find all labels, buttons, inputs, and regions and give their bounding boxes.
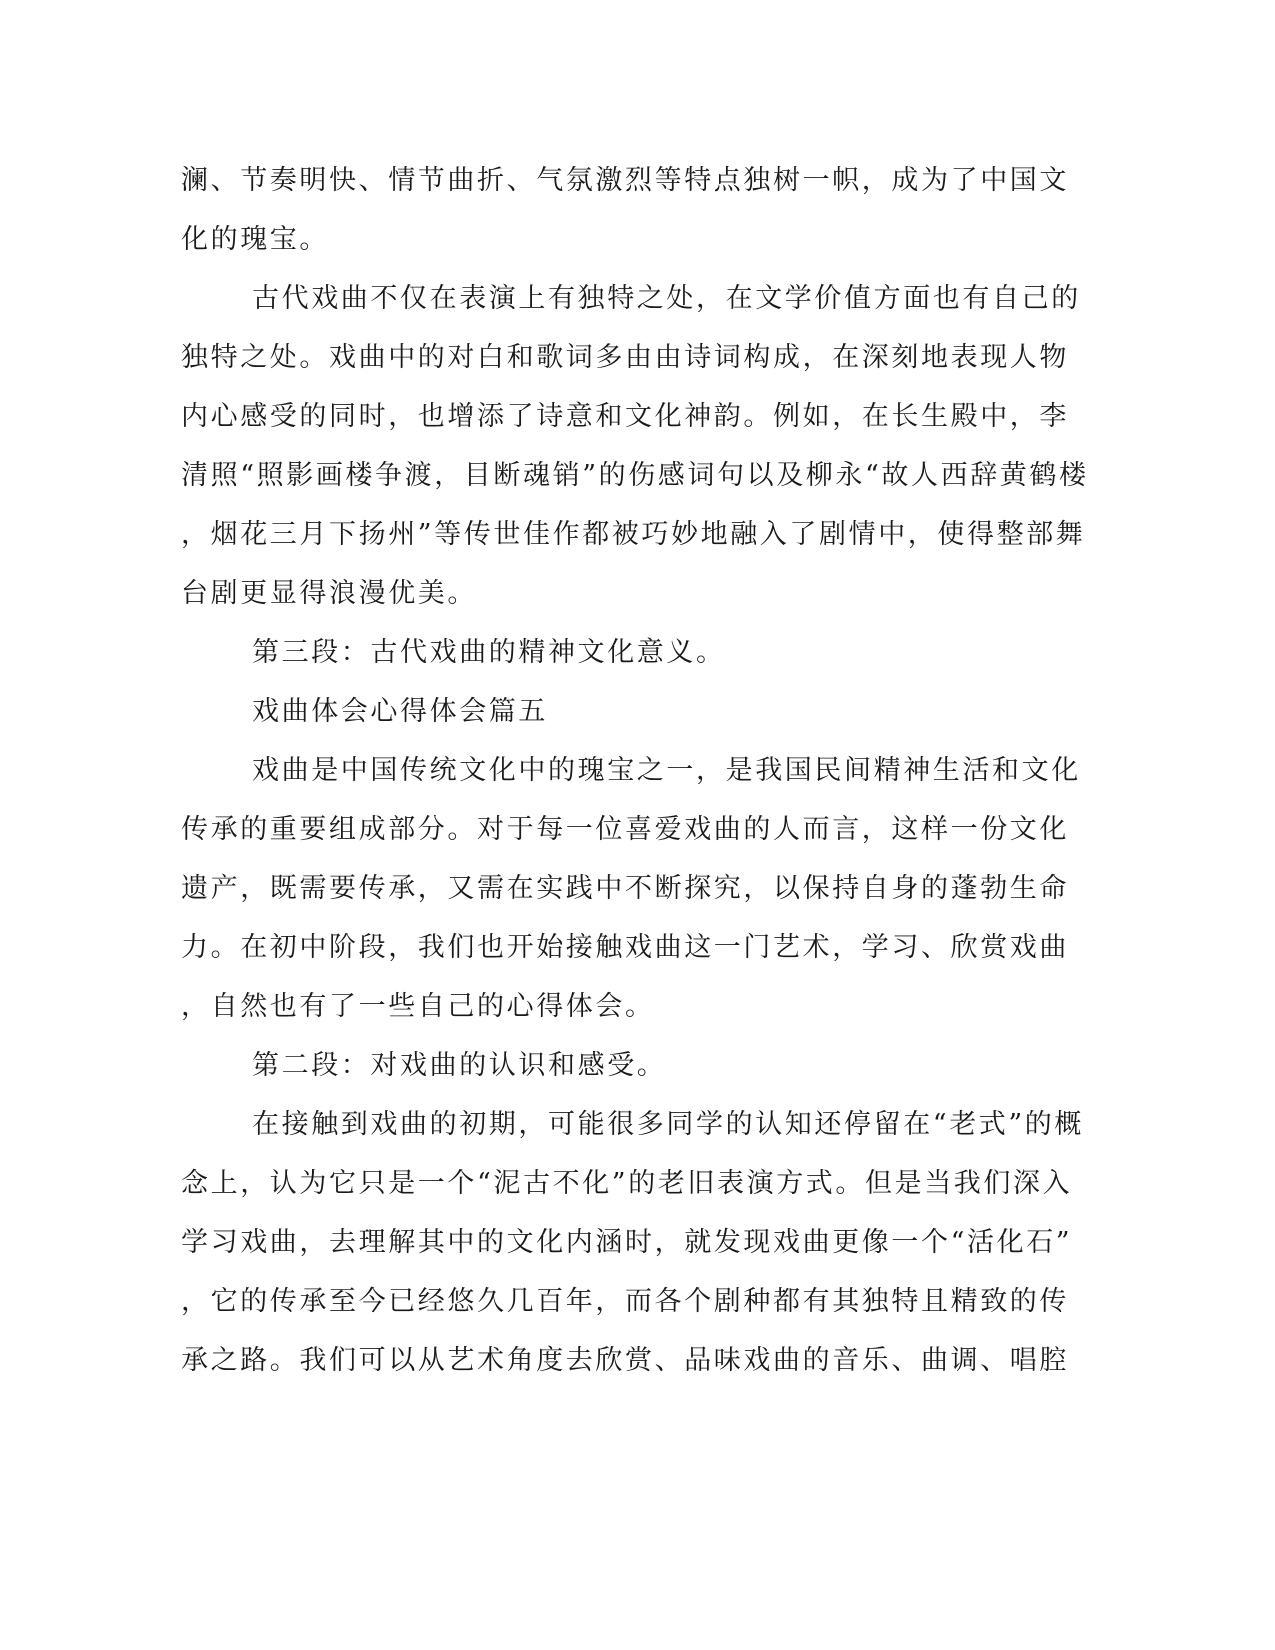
text-line: 独特之处。戏曲中的对白和歌词多由由诗词构成，在深刻地表现人物 — [181, 342, 1069, 373]
text-line: 承之路。我们可以从艺术角度去欣赏、品味戏曲的音乐、曲调、唱腔 — [181, 1345, 1069, 1376]
text-line: 清照“照影画楼争渡，目断魂销”的伤感词句以及柳永“故人西辞黄鹤楼 — [181, 460, 1089, 491]
article-title: 戏曲体会心得体会篇五 — [252, 696, 548, 727]
text-line: ，它的传承至今已经悠久几百年，而各个剧种都有其独特且精致的传 — [181, 1286, 1069, 1317]
text-line: ，烟花三月下扬州”等传世佳作都被巧妙地融入了剧情中，使得整部舞 — [181, 519, 1086, 550]
text-line: ，自然也有了一些自己的心得体会。 — [181, 991, 655, 1022]
text-line: 传承的重要组成部分。对于每一位喜爱戏曲的人而言，这样一份文化 — [181, 814, 1069, 845]
text-line: 遗产，既需要传承，又需在实践中不断探究，以保持自身的蓬勃生命 — [181, 873, 1069, 904]
paragraph-start-line: 戏曲是中国传统文化中的瑰宝之一，是我国民间精神生活和文化 — [252, 755, 1081, 786]
text-line: 内心感受的同时，也增添了诗意和文化神韵。例如，在长生殿中，李 — [181, 401, 1069, 432]
text-line: 化的瑰宝。 — [181, 224, 329, 255]
text-line: 台剧更显得浪漫优美。 — [181, 578, 477, 609]
section-heading: 第二段：对戏曲的认识和感受。 — [252, 1050, 667, 1081]
text-line: 力。在初中阶段，我们也开始接触戏曲这一门艺术，学习、欣赏戏曲 — [181, 932, 1069, 963]
text-line: 学习戏曲，去理解其中的文化内涵时，就发现戏曲更像一个“活化石” — [181, 1227, 1073, 1258]
paragraph-start-line: 古代戏曲不仅在表演上有独特之处，在文学价值方面也有自己的 — [252, 283, 1081, 314]
paragraph-start-line: 在接触到戏曲的初期，可能很多同学的认知还停留在“老式”的概 — [252, 1109, 1085, 1140]
section-heading: 第三段：古代戏曲的精神文化意义。 — [252, 637, 726, 668]
text-line: 念上，认为它只是一个“泥古不化”的老旧表演方式。但是当我们深入 — [181, 1168, 1073, 1199]
text-line: 澜、节奏明快、情节曲折、气氛激烈等特点独树一帜，成为了中国文 — [181, 165, 1069, 196]
